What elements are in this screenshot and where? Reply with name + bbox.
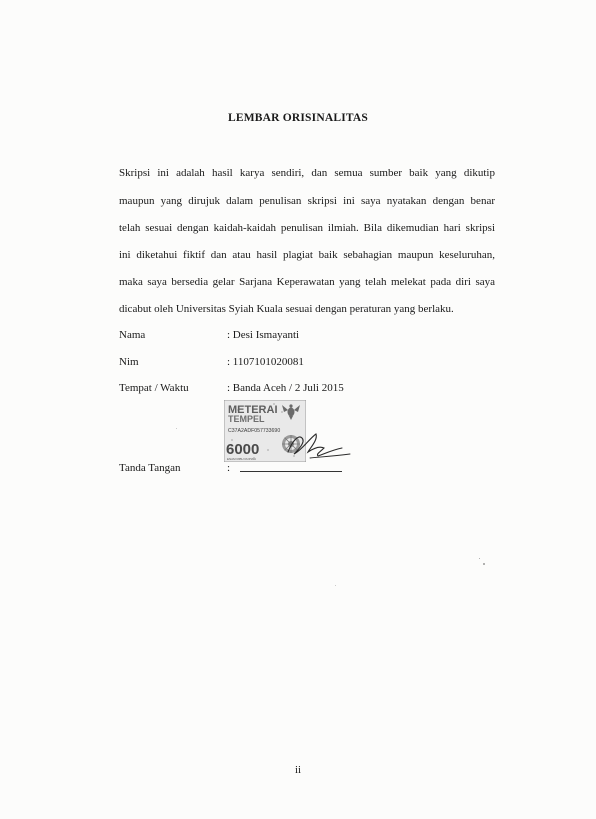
handwritten-signature [280, 424, 352, 464]
name-label: Nama [119, 329, 146, 341]
paragraph-line: maupun yang dirujuk dalam penulisan skripsi ini saya nyatakan dengan benar [119, 195, 495, 207]
nim-value: : 1107101020081 [227, 356, 304, 368]
paragraph-line: Skripsi ini adalah hasil karya sendiri, dan semua sumber baik yang dikutip [119, 167, 495, 179]
stamp-title: METERAI [228, 404, 278, 416]
scan-speck [483, 563, 485, 565]
scan-speck [479, 558, 480, 559]
signature-label: Tanda Tangan [119, 462, 181, 474]
paragraph-line: ini diketahui fiktif dan atau hasil plagiat baik sebahagian maupun keseluruhan, [119, 249, 495, 261]
stamp-serial: C37A2ADF057733690 [228, 428, 281, 434]
scan-speck [176, 428, 177, 429]
nim-label: Nim [119, 356, 139, 368]
paragraph-line: maka saya bersedia gelar Sarjana Keperawatan yang telah melekat pada diri saya [119, 276, 495, 288]
page-title: LEMBAR ORISINALITAS [227, 112, 369, 124]
stamp-small-text: ENAM RIBU RUPIAH [227, 457, 256, 461]
name-value: : Desi Ismayanti [227, 329, 300, 341]
paragraph-line: telah sesuai dengan kaidah-kaidah penulisan ilmiah. Bila dikemudian hari skripsi [119, 222, 495, 234]
scan-speck [335, 585, 336, 586]
place-date-label: Tempat / Waktu [119, 382, 189, 394]
stamp-amount: 6000 [226, 441, 260, 458]
place-date-value: : Banda Aceh / 2 Juli 2015 [227, 382, 344, 394]
stamp-subtitle: TEMPEL [228, 414, 265, 424]
page-number: ii [294, 764, 302, 776]
paragraph-line: dicabut oleh Universitas Syiah Kuala sesuai dengan peraturan yang berlaku. [119, 303, 454, 315]
signature-line [240, 471, 342, 472]
signature-colon: : [227, 462, 231, 474]
